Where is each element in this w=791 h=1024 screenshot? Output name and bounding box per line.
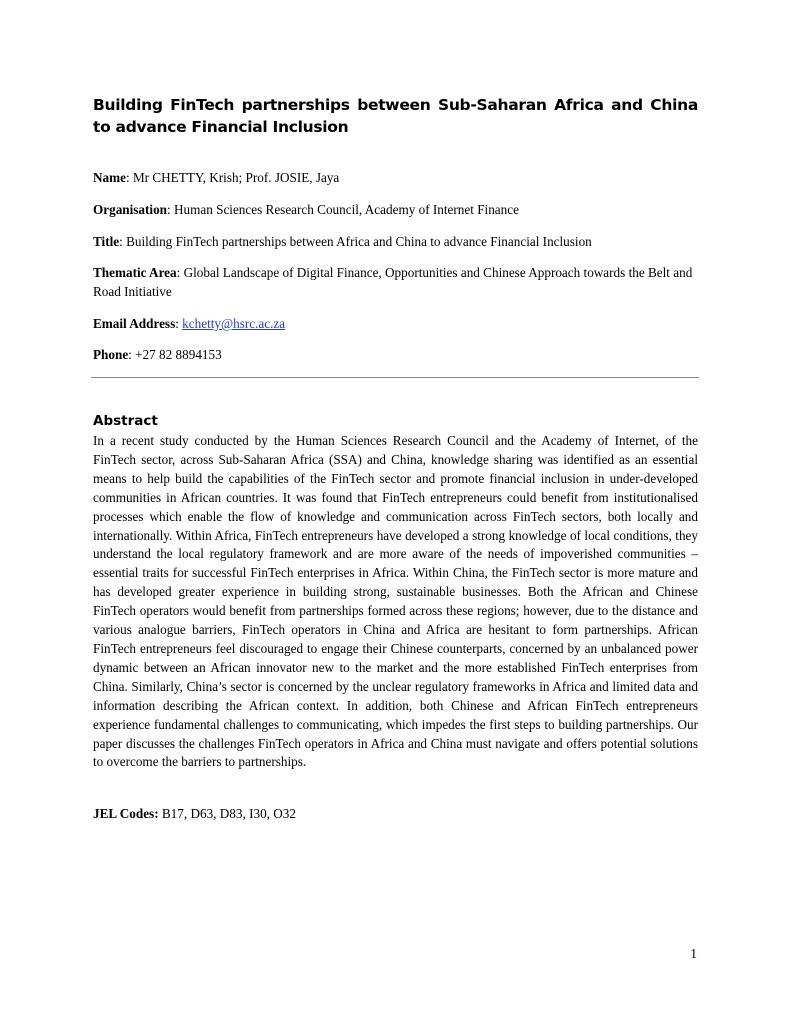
organisation-label: Organisation (93, 202, 168, 217)
email-link[interactable]: kchetty@hsrc.ac.za (182, 316, 286, 331)
title-field: Title: Building FinTech partnerships between Africa and China to advance Financial Inclusion (93, 234, 592, 249)
document-page (93, 0, 698, 1024)
name-value: Mr CHETTY, Krish; Prof. JOSIE, Jaya (132, 170, 340, 185)
page-number: 1 (690, 946, 697, 961)
abstract-heading: Abstract (93, 413, 158, 429)
thematic-area-field: Thematic Area: Global Landscape of Digital Finance, Opportunities and Chinese Approach towards the Belt and Road Initiative (93, 265, 693, 299)
thematic-area-label: Thematic Area (93, 265, 177, 280)
phone-label: Phone (93, 347, 129, 362)
organisation-value: Human Sciences Research Council, Academy of Internet Finance (173, 202, 519, 217)
thematic-area-value: Global Landscape of Digital Finance, Opportunities and Chinese Approach towards the Belt and Road Initiative (93, 265, 693, 299)
phone-value: +27 82 8894153 (135, 347, 222, 362)
phone-field: Phone: +27 82 8894153 (93, 347, 222, 362)
name-field: Name: Mr CHETTY, Krish; Prof. JOSIE, Jaya (93, 170, 340, 185)
jel-codes (93, 804, 296, 823)
abstract-body: In a recent study conducted by the Human Sciences Research Council and the Academy of Internet, of the FinTech sector, across Sub-Saharan Africa (SSA) and China, knowledge sharing was identified as an essential means to help build the capabilities of the FinTech sector and promote financial inclusion in under-developed communities in African countries. It was found that FinTech entrepreneurs could benefit from institutionalised processes which enable the flow of knowledge and communication across FinTech sectors, both locally and internationally. Within Africa, FinTech entrepreneurs have developed a strong knowledge of local conditions, they understand the local regulatory framework and are more aware of the needs of impoverished communities – essential traits for successful FinTech enterprises in Africa. Within China, the FinTech sector is more mature and has developed greater experience in building strong, sustainable businesses. Both the African and Chinese FinTech operators would benefit from partnerships formed across these regions; however, due to the distance and various analogue barriers, FinTech operators in China and Africa are hesitant to form partnerships. African FinTech entrepreneurs feel discouraged to engage their Chinese counterparts, concerned by an unbalanced power dynamic between an African innovator new to the market and the more established FinTech enterprises from China. Similarly, China’s sector is concerned by the unclear regulatory frameworks in Africa and limited data and information describing the African context. In addition, both Chinese and African FinTech entrepreneurs experience fundamental challenges to communicating, which impedes the first steps to building partnerships. Our paper discusses the challenges FinTech operators in Africa and China must navigate and offers potential solutions to overcome the barriers to partnerships. (93, 433, 698, 770)
title-label: Title (93, 234, 120, 249)
jel-label: JEL Codes: (93, 806, 159, 821)
title-value: Building FinTech partnerships between Africa and China to advance Financial Inclusion (126, 234, 592, 249)
email-field: Email Address: kchetty@hsrc.ac.za (93, 316, 286, 331)
name-label: Name (93, 170, 126, 185)
jel-value: B17, D63, D83, I30, O32 (161, 806, 296, 821)
organisation-field: Organisation: Human Sciences Research Council, Academy of Internet Finance (93, 202, 519, 217)
email-label: Email Address (93, 316, 176, 331)
section-divider (91, 377, 699, 378)
document-title: Building FinTech partnerships between Sub-Saharan Africa and China to advance Financial Inclusion (93, 96, 698, 136)
